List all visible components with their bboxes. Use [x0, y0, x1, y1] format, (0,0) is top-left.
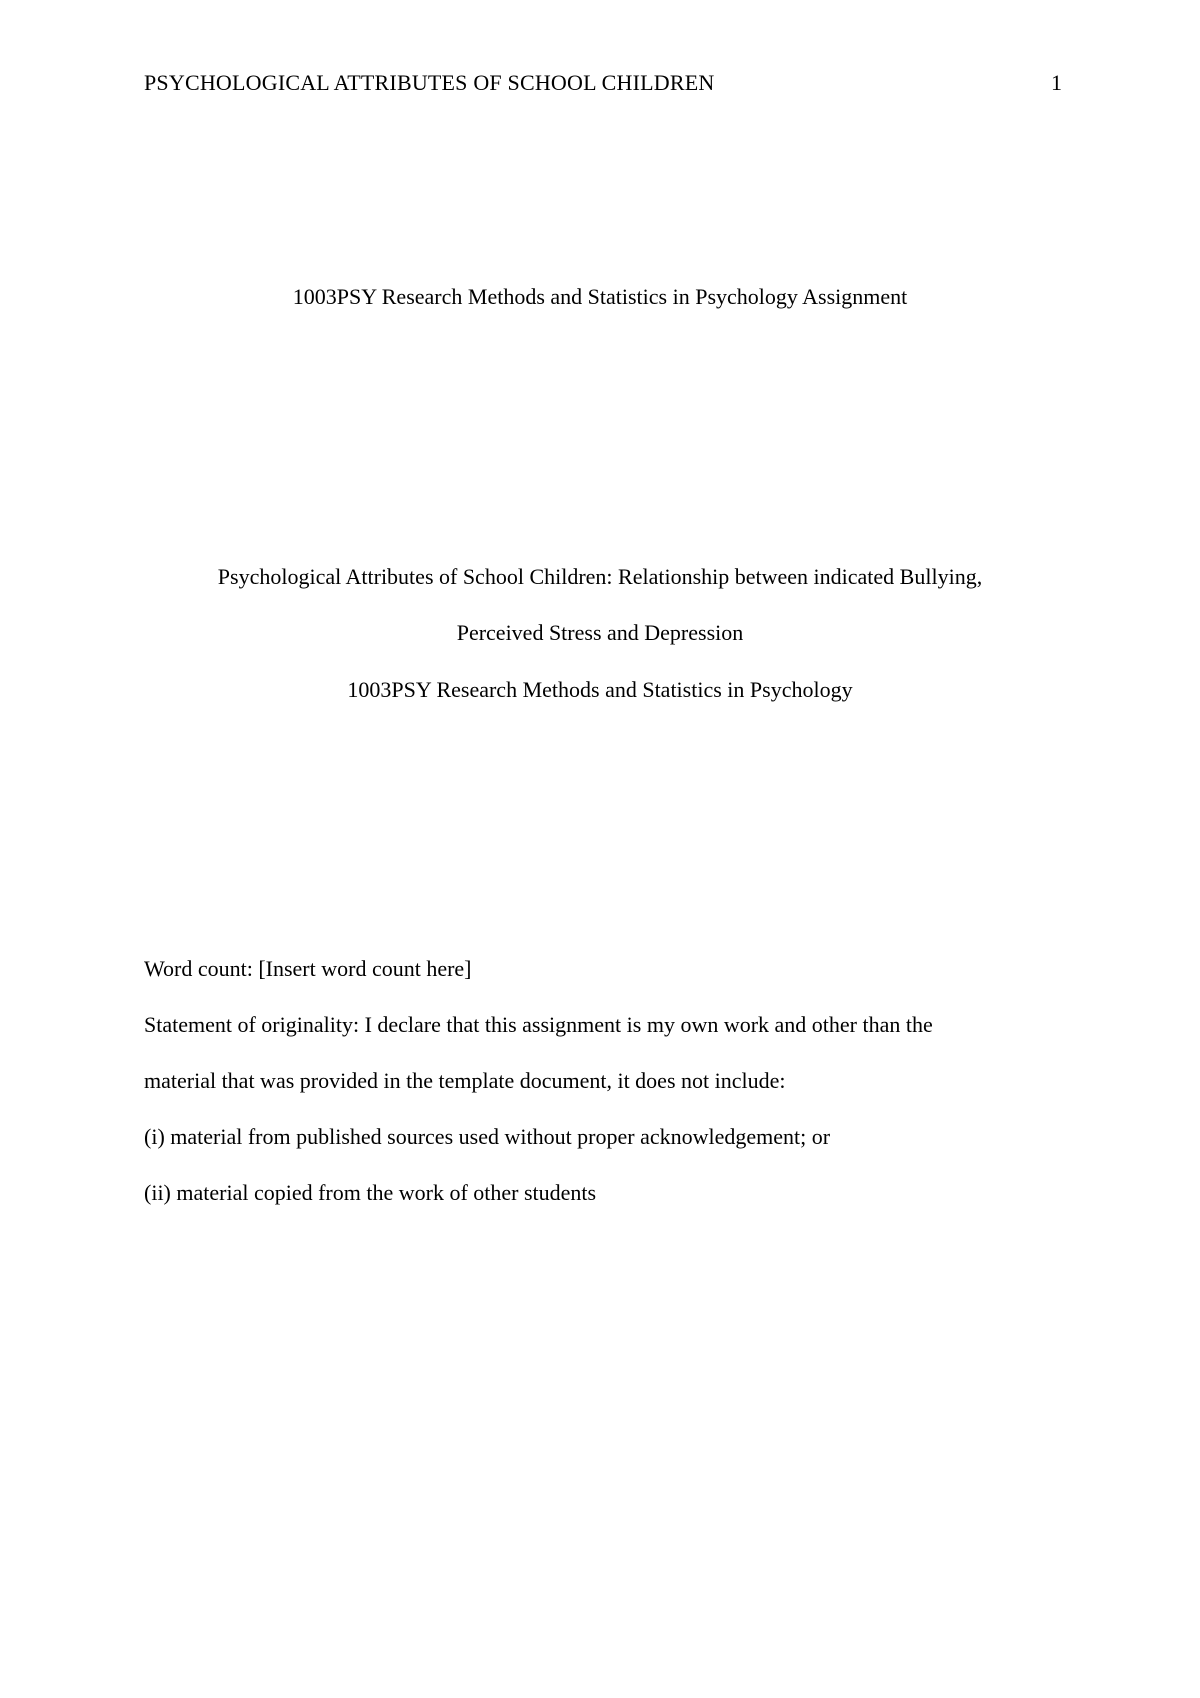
course-name: 1003PSY Research Methods and Statistics in Psychology	[347, 677, 853, 702]
originality-item-i: (i) material from published sources used without proper acknowledgement; or	[144, 1124, 831, 1149]
originality-statement-line-2: material that was provided in the template document, it does not include:	[144, 1068, 786, 1093]
originality-item-ii: (ii) material copied from the work of other students	[144, 1180, 597, 1205]
word-count: Word count: [Insert word count here]	[144, 956, 472, 981]
originality-statement-line-1: Statement of originality: I declare that this assignment is my own work and other than the	[144, 1012, 933, 1037]
originality-section	[144, 955, 1056, 1235]
paper-title-line-2: Perceived Stress and Depression	[456, 620, 744, 645]
course-heading: 1003PSY Research Methods and Statistics in Psychology Assignment	[292, 284, 908, 309]
running-head: PSYCHOLOGICAL ATTRIBUTES OF SCHOOL CHILDREN	[144, 70, 715, 95]
page-number: 1	[1051, 70, 1062, 95]
paper-title-line-1: Psychological Attributes of School Children: Relationship between indicated Bullying,	[217, 564, 983, 589]
